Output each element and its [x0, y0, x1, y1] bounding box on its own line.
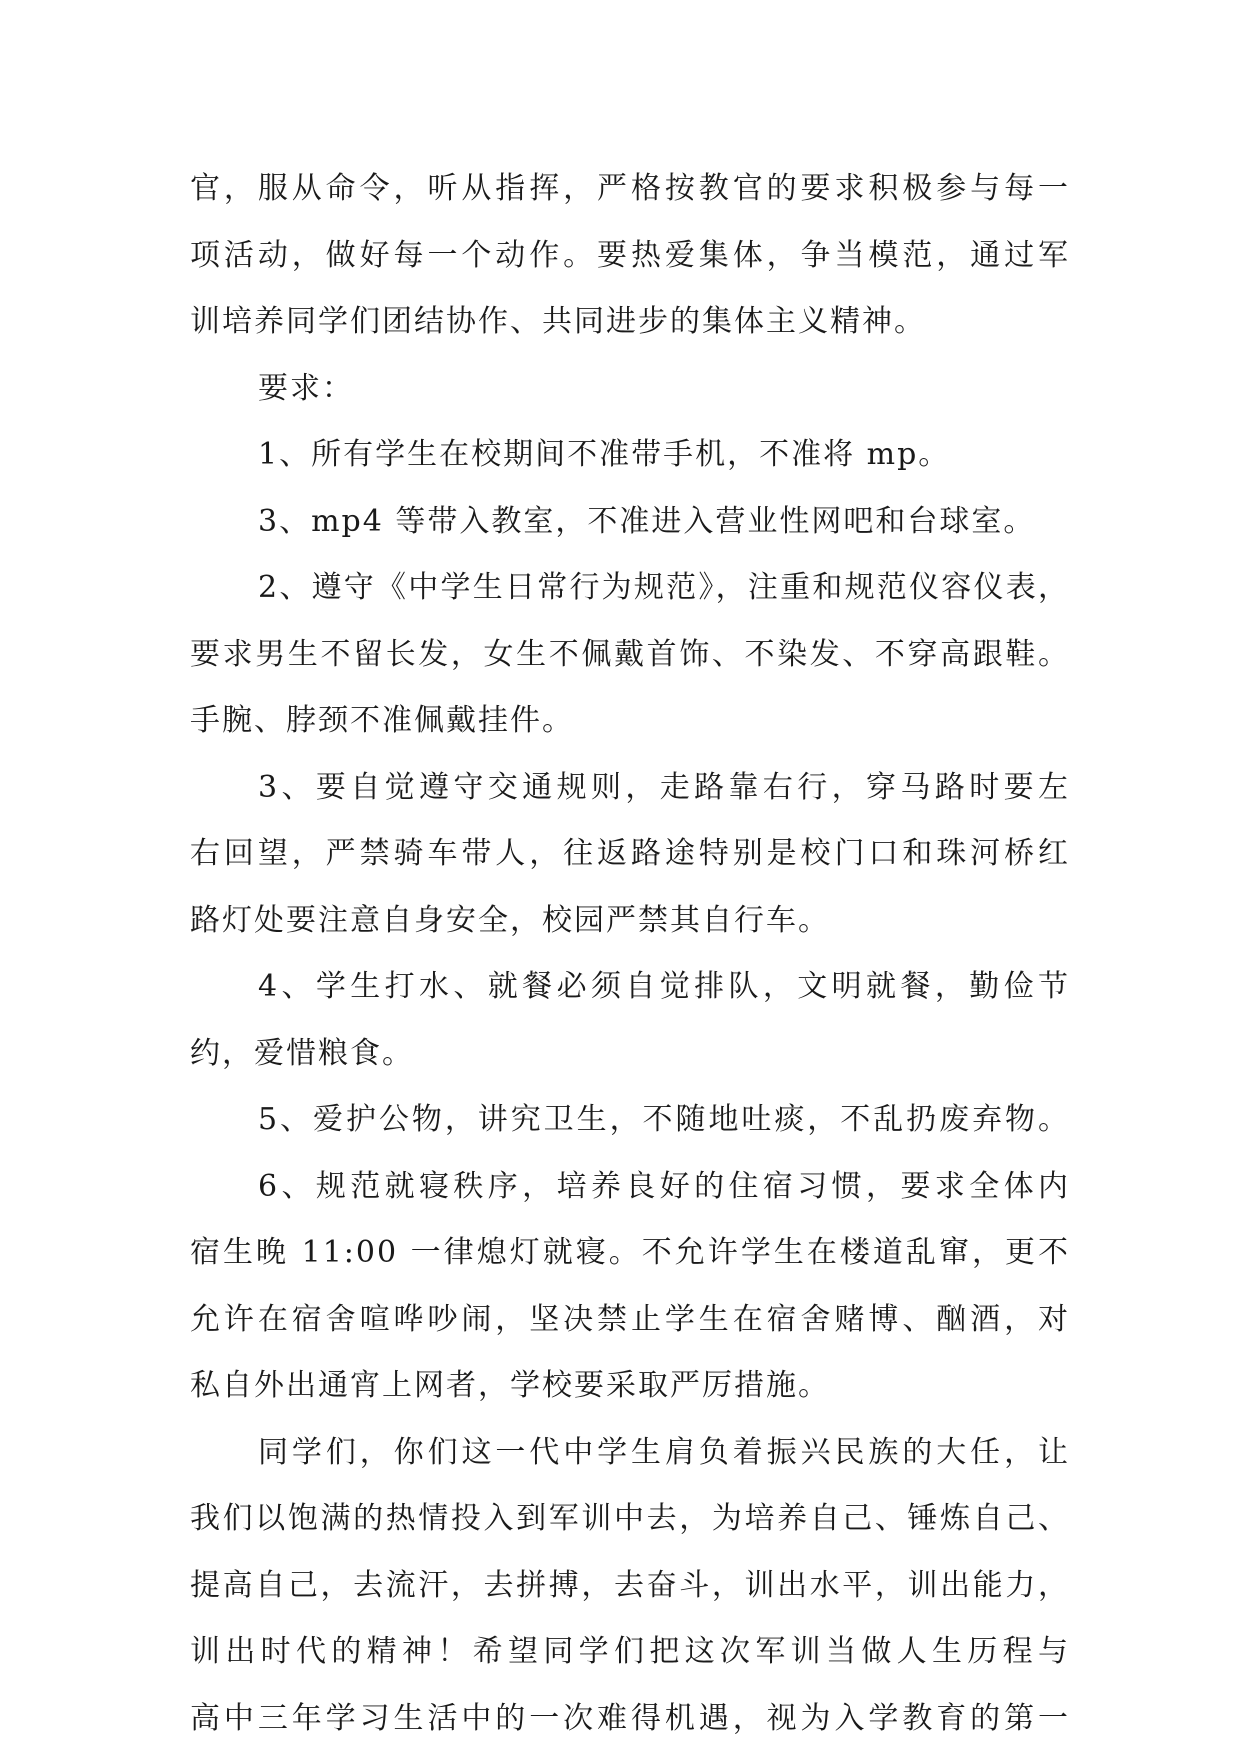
text-line: 宿生晚 11:00 一律熄灯就寝。不允许学生在楼道乱窜，更不 — [190, 1235, 1070, 1270]
text-line: 要求男生不留长发，女生不佩戴首饰、不染发、不穿高跟鞋。 — [190, 636, 1070, 672]
text-line: 官，服从命令，听从指挥，严格按教官的要求积极参与每一 — [190, 171, 1070, 206]
text-line: 同学们，你们这一代中学生肩负着振兴民族的大任，让 — [258, 1434, 1070, 1470]
document-page — [190, 156, 1070, 1752]
text-line: 3、mp4 等带入教室，不准进入营业性网吧和台球室。 — [258, 503, 1036, 539]
text-line: 训出时代的精神！希望同学们把这次军训当做人生历程与 — [190, 1634, 1070, 1669]
text-line: 2、遵守《中学生日常行为规范》，注重和规范仪容仪表， — [258, 570, 1070, 605]
text-line: 右回望，严禁骑车带人，往返路途特别是校门口和珠河桥红 — [190, 836, 1070, 871]
text-line: 训培养同学们团结协作、共同进步的集体主义精神。 — [190, 304, 926, 339]
text-line: 约，爱惜粮食。 — [190, 1035, 414, 1071]
text-line: 提高自己，去流汗，去拼搏，去奋斗，训出水平，训出能力， — [190, 1567, 1070, 1603]
text-line: 3、要自觉遵守交通规则，走路靠右行，穿马路时要左 — [258, 769, 1070, 805]
text-line: 高中三年学习生活中的一次难得机遇，视为入学教育的第一 — [190, 1700, 1070, 1736]
text-line: 路灯处要注意自身安全，校园严禁其自行车。 — [190, 902, 830, 938]
text-line: 6、规范就寝秩序，培养良好的住宿习惯，要求全体内 — [258, 1168, 1070, 1204]
text-line: 项活动，做好每一个动作。要热爱集体，争当模范，通过军 — [190, 237, 1070, 273]
text-line: 1、所有学生在校期间不准带手机，不准将 mp。 — [258, 437, 951, 472]
text-line: 4、学生打水、就餐必须自觉排队，文明就餐，勤俭节 — [258, 969, 1070, 1004]
text-line: 我们以饱满的热情投入到军训中去，为培养自己、锤炼自己、 — [190, 1501, 1070, 1536]
text-line: 私自外出通宵上网者，学校要采取严厉措施。 — [190, 1368, 830, 1403]
text-line: 手腕、脖颈不准佩戴挂件。 — [190, 703, 574, 738]
section-heading: 要求： — [258, 370, 354, 406]
text-line: 允许在宿舍喧哗吵闹，坚决禁止学生在宿舍赌博、酗酒，对 — [190, 1301, 1070, 1337]
text-line: 5、爱护公物，讲究卫生，不随地吐痰，不乱扔废弃物。 — [258, 1102, 1070, 1137]
